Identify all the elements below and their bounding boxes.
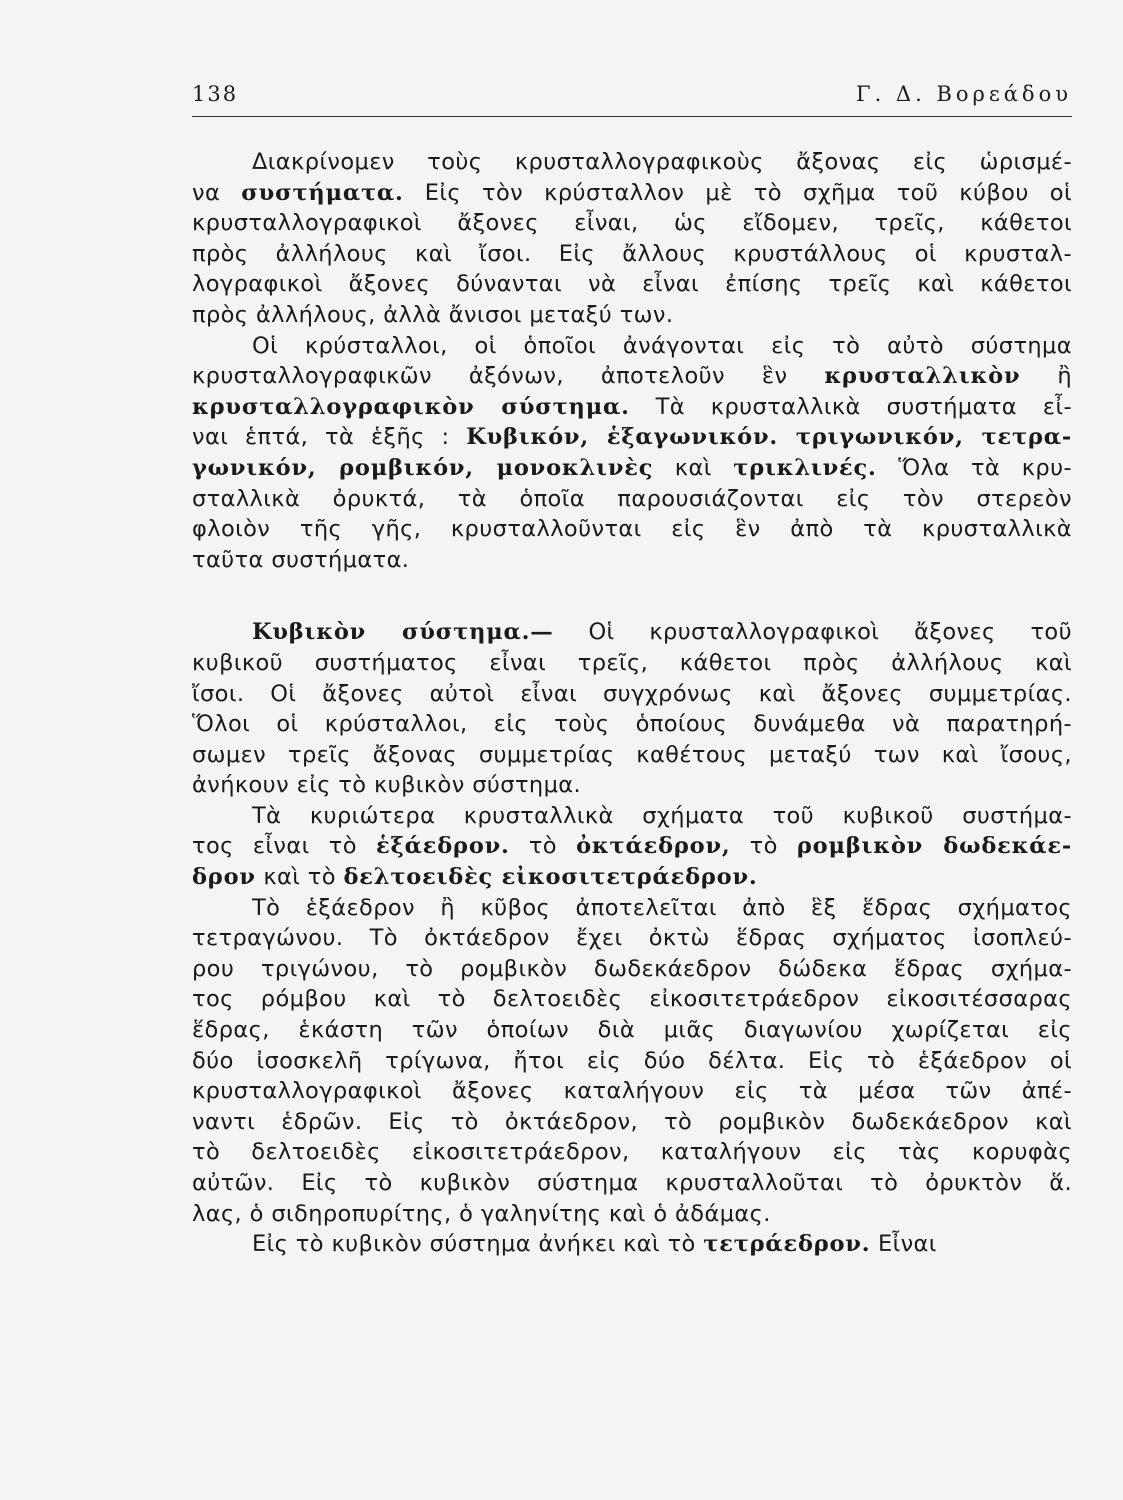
text-run: φλοιὸν τῆς γῆς, κρυσταλλοῦνται εἰς ἓν ἀπὸ τὰ κρυσταλλικὰ [192, 516, 1072, 543]
text-run: ναντι ἑδρῶν. Εἰς τὸ ὀκτάεδρον, τὸ ρομβικὸν δωδεκάεδρον καὶ [192, 1108, 1072, 1135]
bold-term: τετράεδρον. [703, 1231, 871, 1258]
text-run: να [192, 179, 242, 206]
bold-term: γωνικόν, ρομβικόν, μονοκλινὲς [192, 454, 654, 481]
section-gap [192, 575, 1072, 617]
text-line [192, 893, 1072, 924]
text-run: ταῦτα συστήματα. [192, 546, 410, 573]
text-run: Ὅλα τὰ κρυ- [876, 454, 1073, 481]
text-line [192, 1107, 1072, 1138]
text-run: καὶ τὸ [255, 864, 344, 891]
bold-term: Κυβικόν, ἑξαγωνικόν. τριγωνικόν, τετρα- [466, 424, 1072, 451]
page-body [192, 147, 1072, 1260]
text-run: Εἰς τὸν κρύσταλλον μὲ τὸ σχῆμα τοῦ κύβου οἱ [403, 179, 1072, 206]
text-line [192, 331, 1072, 362]
text-run: κρυσταλλογραφικοὶ ἄξονες καταλήγουν εἰς τὰ μέσα τῶν ἀπέ- [192, 1078, 1072, 1105]
text-line [192, 862, 1072, 893]
text-line [192, 1229, 1072, 1260]
bold-term: συστήματα. [241, 179, 404, 206]
bold-term: δελτοειδὲς εἰκοσιτετράεδρον. [343, 864, 758, 891]
bold-term: ὀκτάεδρον, [576, 833, 731, 860]
text-run: δύο ἰσοσκελῆ τρίγωνα, ἤτοι εἰς δύο δέλτα. Εἰς τὸ ἑξάεδρον οἱ [192, 1047, 1072, 1074]
bold-term: Κυβικὸν σύστημα.— [252, 619, 554, 646]
text-run: ἕδρας, ἑκάστη τῶν ὁποίων διὰ μιᾶς διαγωνίου χωρίζεται εἰς [192, 1017, 1072, 1044]
text-run: ἢ [1020, 363, 1072, 390]
text-run: καὶ [653, 454, 734, 481]
text-line [192, 422, 1072, 453]
text-run: κρυσταλλογραφικοὶ ἄξονες εἶναι, ὡς εἴδομεν, τρεῖς, κάθετοι [192, 210, 1072, 237]
text-run: ἴσοι. Οἱ ἄξονες αὐτοὶ εἶναι συγχρόνως καὶ ἄξονες συμμετρίας. [192, 680, 1072, 707]
text-line [192, 1199, 1072, 1230]
text-run: λας, ὁ σιδηροπυρίτης, ὁ γαληνίτης καὶ ὁ ἀδάμας. [192, 1200, 771, 1227]
text-run: κρυσταλλογραφικῶν ἀξόνων, ἀποτελοῦν ἓν [192, 363, 825, 390]
text-line [192, 514, 1072, 545]
text-run: πρὸς ἀλλήλους καὶ ἴσοι. Εἰς ἄλλους κρυστάλλους οἱ κρυσταλ- [192, 240, 1072, 267]
text-line [192, 679, 1072, 710]
bold-term: τρικλινές. [733, 454, 877, 481]
text-run: αὐτῶν. Εἰς τὸ κυβικὸν σύστημα κρυσταλλοῦται τὸ ὀρυκτὸν ἅ. [192, 1170, 1072, 1196]
bold-term: κρυσταλλικὸν [824, 363, 1021, 390]
text-line [192, 1168, 1072, 1199]
paragraph [192, 893, 1072, 1230]
text-line [192, 269, 1072, 300]
text-run: τὸ [730, 833, 797, 860]
text-line [192, 740, 1072, 771]
text-run: Τὰ κρυσταλλικὰ συστήματα εἶ- [629, 393, 1072, 420]
text-line [192, 770, 1072, 801]
text-run: Τὸ ἑξάεδρον ἢ κῦβος ἀποτελεῖται ἀπὸ ἓξ ἕδρας σχήματος [252, 894, 1072, 921]
bold-term: ρομβικὸν δωδεκάε- [796, 833, 1073, 860]
text-run: κυβικοῦ συστήματος εἶναι τρεῖς, κάθετοι πρὸς ἀλλήλους καὶ [192, 649, 1072, 676]
bold-term: ἑξάεδρον. [376, 833, 510, 860]
text-run: ἀνήκουν εἰς τὸ κυβικὸν σύστημα. [192, 772, 582, 799]
text-line [192, 1137, 1072, 1168]
text-line [192, 648, 1072, 679]
text-run: Διακρίνομεν τοὺς κρυσταλλογραφικοὺς ἄξονας εἰς ὡρισμέ- [252, 149, 1072, 175]
paragraph [192, 331, 1072, 576]
text-run: τετραγώνου. Τὸ ὀκτάεδρον ἔχει ὀκτὼ ἕδρας σχήματος ἰσοπλεύ- [192, 925, 1072, 952]
text-run: ναι ἑπτά, τὰ ἑξῆς : [192, 424, 467, 451]
text-line [192, 709, 1072, 740]
text-run: σταλλικὰ ὀρυκτά, τὰ ὁποῖα παρουσιάζονται εἰς τὸν στερεὸν [192, 485, 1072, 512]
paragraph [192, 1229, 1072, 1260]
bold-term: δρον [192, 864, 256, 891]
text-line [192, 923, 1072, 954]
text-line [192, 954, 1072, 985]
text-run: πρὸς ἀλλήλους, ἀλλὰ ἄνισοι μεταξύ των. [192, 301, 674, 328]
text-run: Οἱ κρυσταλλογραφικοὶ ἄξονες τοῦ [553, 619, 1072, 646]
running-header [192, 82, 1072, 117]
text-run: σωμεν τρεῖς ἄξονας συμμετρίας καθέτους μεταξύ των καὶ ἴσους, [192, 741, 1072, 768]
text-line [192, 361, 1072, 392]
paragraph [192, 617, 1072, 801]
text-line [192, 545, 1072, 576]
bold-term: κρυσταλλογραφικὸν σύστημα. [192, 393, 630, 420]
text-line [192, 617, 1072, 648]
running-head-author: Γ. Δ. Βορεάδου [856, 82, 1072, 106]
text-line [192, 453, 1072, 484]
text-run: Ὅλοι οἱ κρύσταλλοι, εἰς τοὺς ὁποίους δυνάμεθα νὰ παρατηρή- [192, 711, 1072, 738]
text-run: λογραφικοὶ ἄξονες δύνανται νὰ εἶναι ἐπίσης τρεῖς καὶ κάθετοι [192, 271, 1072, 298]
text-line [192, 831, 1072, 862]
page-number: 138 [192, 82, 239, 106]
text-line [192, 484, 1072, 515]
text-line [192, 300, 1072, 331]
text-line [192, 1015, 1072, 1046]
text-line [192, 1046, 1072, 1077]
text-run: ρου τριγώνου, τὸ ρομβικὸν δωδεκάεδρον δώδεκα ἕδρας σχήμα- [192, 955, 1072, 982]
text-run: τος εἶναι τὸ [192, 833, 377, 860]
text-run: Τὰ κυριώτερα κρυσταλλικὰ σχήματα τοῦ κυβικοῦ συστήμα- [252, 802, 1072, 829]
text-run: Οἱ κρύσταλλοι, οἱ ὁποῖοι ἀνάγονται εἰς τὸ αὐτὸ σύστημα [252, 332, 1072, 359]
text-run: τὸ [509, 833, 577, 860]
text-run: Εἰς τὸ κυβικὸν σύστημα ἀνήκει καὶ τὸ [252, 1231, 704, 1258]
text-line [192, 239, 1072, 270]
text-run: τος ρόμβου καὶ τὸ δελτοειδὲς εἰκοσιτετράεδρον εἰκοσιτέσσαρας [192, 986, 1072, 1013]
text-line [192, 1076, 1072, 1107]
text-line [192, 147, 1072, 178]
text-line [192, 801, 1072, 832]
text-line [192, 208, 1072, 239]
paragraph [192, 147, 1072, 331]
text-line [192, 178, 1072, 209]
paragraph [192, 801, 1072, 893]
text-line [192, 984, 1072, 1015]
text-run: Εἶναι [870, 1231, 937, 1258]
text-line [192, 392, 1072, 423]
text-run: τὸ δελτοειδὲς εἰκοσιτετράεδρον, καταλήγουν εἰς τὰς κορυφὰς [192, 1139, 1072, 1166]
